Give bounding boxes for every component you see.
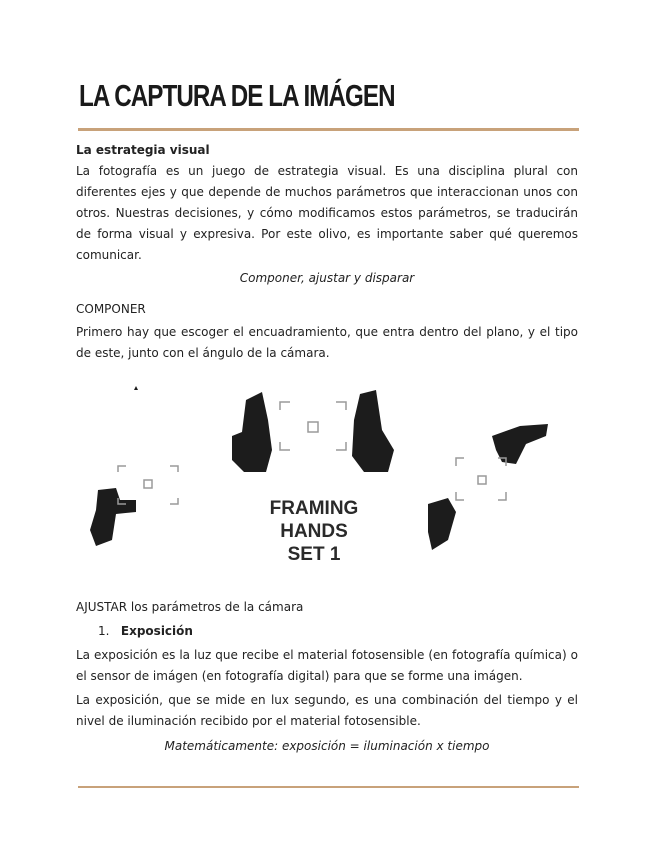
- figure-title-line3: SET 1: [287, 544, 341, 565]
- viewfinder-center-icon: [280, 402, 346, 450]
- framing-hands-figure: [76, 380, 578, 570]
- section-compose: [76, 299, 578, 364]
- page-title: LA CAPTURA DE LA IMÁGEN: [79, 78, 395, 113]
- title-divider: [78, 128, 579, 131]
- section-heading-adjust: AJUSTAR los parámetros de la cámara: [76, 600, 304, 614]
- paragraph-visual-strategy: La fotografía es un juego de estrategia visual. Es una disciplina plural con diferentes ejes y que depende de muchos parámetros que interaccionan unos con otros. Nuestras decisiones, y cómo modificamos estos parámetros, se traducirán de forma visual y expresiva. Por este olivo, es importante saber qué queremos comunicar.: [76, 164, 578, 262]
- paragraph-exposure-2: La exposición, que se mide en lux segundo, es una combinación del tiempo y el nivel de iluminación recibido por el material fotosensible.: [76, 693, 578, 728]
- viewfinder-right-icon: [456, 458, 506, 500]
- paragraph-compose: Primero hay que escoger el encuadramiento, que entra dentro del plano, y el tipo de este, junto con el ángulo de la cámara.: [76, 325, 578, 360]
- list-item-number: 1.: [98, 624, 110, 638]
- figure-title-line2: HANDS: [280, 521, 348, 542]
- section-heading-visual-strategy: La estrategia visual: [76, 143, 210, 157]
- paragraph-exposure-1: La exposición es la luz que recibe el material fotosensible (en fotografía química) o el sensor de imágen (en fotografía digital) para que se forme una imágen.: [76, 648, 578, 683]
- formula-exposure: Matemáticamente: exposición = iluminación x tiempo: [164, 739, 490, 753]
- framing-hands-illustration: [76, 380, 578, 570]
- list-item-label: Exposición: [120, 624, 193, 638]
- hands-center-icon: [232, 390, 394, 472]
- list-item-exposure: [76, 621, 578, 642]
- figure-title-line1: FRAMING: [269, 498, 359, 519]
- footer-divider: [78, 786, 579, 788]
- viewfinder-left-icon: [118, 466, 178, 504]
- section-heading-compose: COMPONER: [76, 302, 146, 316]
- section-adjust: [76, 597, 578, 757]
- hands-right-icon: [428, 424, 548, 550]
- caption-compose-adjust-shoot: Componer, ajustar y disparar: [239, 271, 415, 285]
- section-visual-strategy: [76, 140, 578, 289]
- hands-left-icon: [90, 386, 138, 546]
